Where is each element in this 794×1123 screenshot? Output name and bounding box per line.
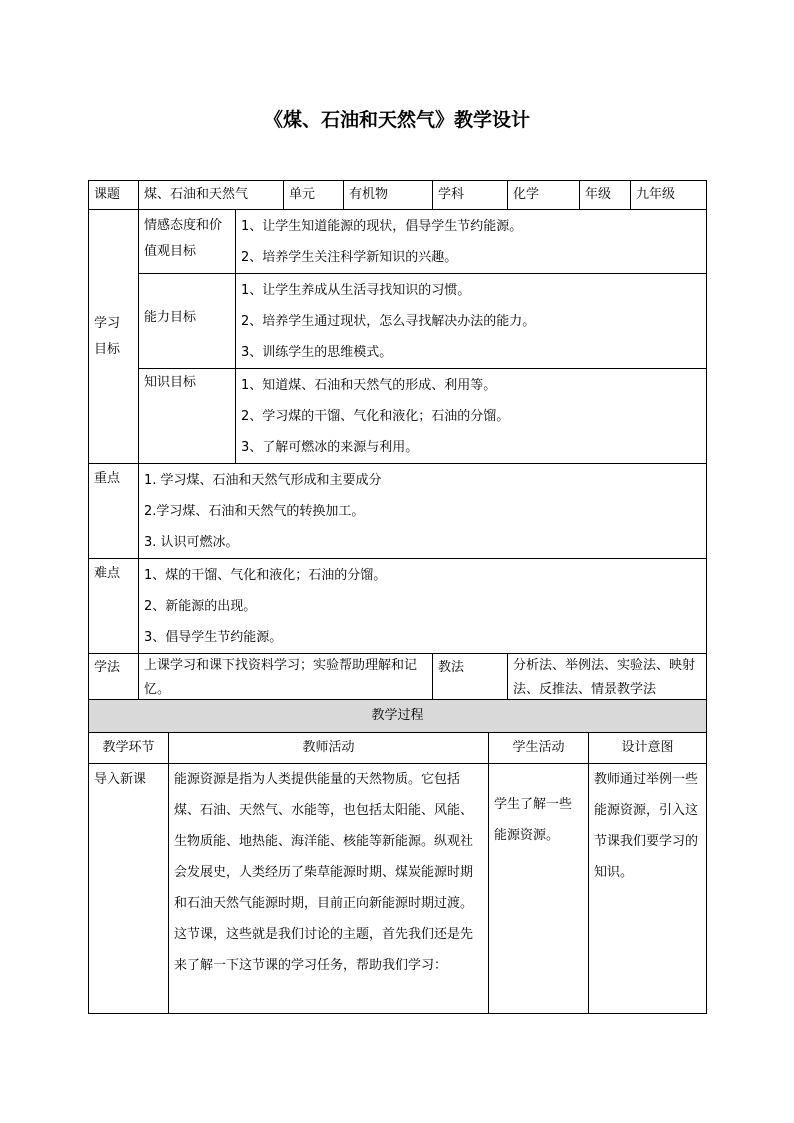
goal-item: 2、培养学生关注科学新知识的兴趣。 <box>241 250 458 265</box>
goal-item: 1、让学生知道能源的现状，倡导学生节约能源。 <box>241 219 523 234</box>
goal-group-items <box>236 210 707 274</box>
goal-group-items <box>236 274 707 369</box>
goal-group-name: 情感态度和价值观目标 <box>139 210 236 274</box>
column-header-stage: 教学环节 <box>89 733 169 764</box>
teaching-process-table <box>88 699 707 1014</box>
teach-method-value: 分析法、举例法、实验法、映射法、反推法、情景教学法 <box>508 654 707 704</box>
key-points-label: 重点 <box>89 464 139 559</box>
difficulty: 1、煤的干馏、气化和液化；石油的分馏。 <box>144 568 387 583</box>
goal-item: 1、让学生养成从生活寻找知识的习惯。 <box>241 283 471 298</box>
goals-label: 学习目标 <box>89 210 139 464</box>
goal-group-name: 知识目标 <box>139 369 236 464</box>
table-row <box>89 764 707 1014</box>
study-method-value: 上课学习和课下找资料学习；实验帮助理解和记忆。 <box>139 654 433 704</box>
unit-value: 有机物 <box>344 181 433 210</box>
teacher-activity-cell: 能源资源是指为人类提供能量的天然物质。它包括煤、石油、天然气、水能等，也包括太阳能、风能、生物质能、地热能、海洋能、核能等新能源。纵观社会发展史，人类经历了柴草能源时期、煤炭能源时期和石油天然气能源时期，目前正向新能源时期过渡。 这节课，这些就是我们讨论的主题，首先我们还是先来了解一下这节课的学习任务，帮助我们学习： <box>169 764 489 1014</box>
key-points-items <box>139 464 707 559</box>
study-method-label: 学法 <box>89 654 139 704</box>
column-header-intent: 设计意图 <box>589 733 707 764</box>
process-header: 教学过程 <box>89 700 707 733</box>
teach-method-label: 教法 <box>433 654 508 704</box>
goal-group-name: 能力目标 <box>139 274 236 369</box>
design-intent-cell: 教师通过举例一些能源资源，引入这节课我们要学习的知识。 <box>589 764 707 1014</box>
difficulties-label: 难点 <box>89 559 139 654</box>
subject-label: 学科 <box>433 181 508 210</box>
difficulty: 2、新能源的出现。 <box>144 599 257 614</box>
goal-item: 3、训练学生的思维模式。 <box>241 345 393 360</box>
key-point: 1. 学习煤、石油和天然气形成和主要成分 <box>144 473 382 488</box>
grade-label: 年级 <box>580 181 631 210</box>
lesson-info-table <box>88 180 707 704</box>
stage-cell: 导入新课 <box>89 764 169 1014</box>
topic-value: 煤、石油和天然气 <box>139 181 284 210</box>
document-title: 《煤、石油和天然气》教学设计 <box>263 109 530 131</box>
goal-item: 3、了解可燃冰的来源与利用。 <box>241 440 419 455</box>
column-header-student: 学生活动 <box>489 733 589 764</box>
grade-value: 九年级 <box>631 181 707 210</box>
topic-label: 课题 <box>89 181 139 210</box>
student-activity-cell: 学生了解一些能源资源。 <box>489 764 589 1014</box>
column-header-teacher: 教师活动 <box>169 733 489 764</box>
subject-value: 化学 <box>508 181 580 210</box>
difficulty: 3、倡导学生节约能源。 <box>144 630 283 645</box>
goal-group-items <box>236 369 707 464</box>
goal-item: 2、学习煤的干馏、气化和液化；石油的分馏。 <box>241 409 510 424</box>
unit-label: 单元 <box>284 181 344 210</box>
goal-item: 1、知道煤、石油和天然气的形成、利用等。 <box>241 378 497 393</box>
difficulties-items <box>139 559 707 654</box>
key-point: 3. 认识可燃冰。 <box>144 535 239 550</box>
key-point: 2.学习煤、石油和天然气的转换加工。 <box>144 504 365 519</box>
goal-item: 2、培养学生通过现状，怎么寻找解决办法的能力。 <box>241 314 536 329</box>
